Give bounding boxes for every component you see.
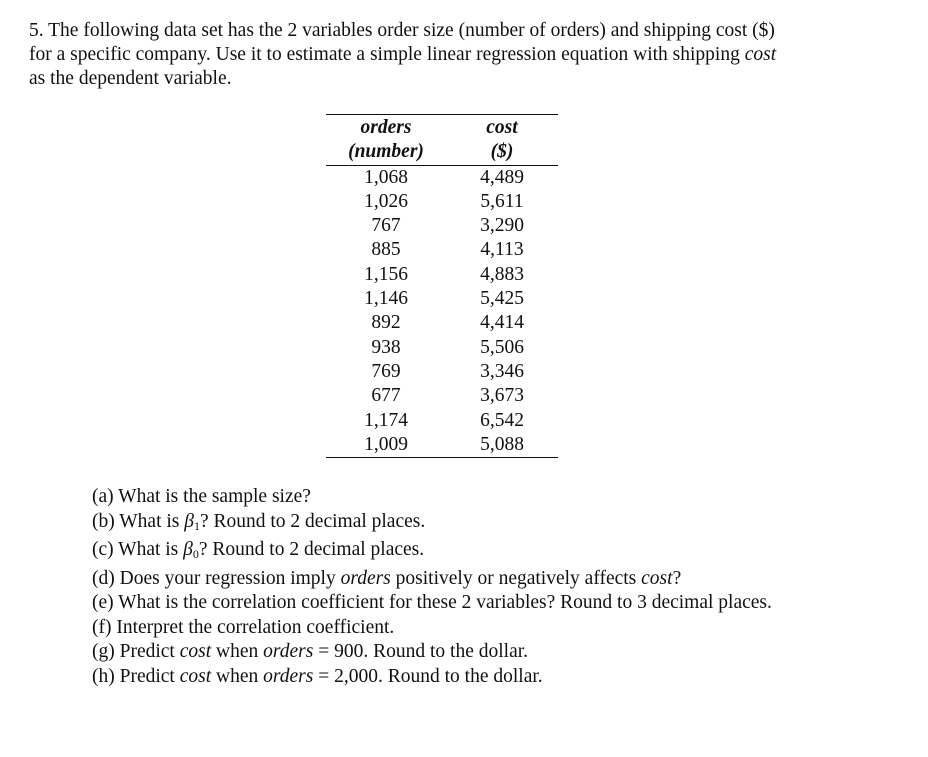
question-h-suffix: = 2,000. Round to the dollar. bbox=[313, 665, 543, 687]
beta-subscript: 0 bbox=[192, 547, 199, 561]
orders-cell: 1,009 bbox=[326, 433, 446, 458]
question-b-suffix: ? Round to 2 decimal places. bbox=[199, 510, 426, 532]
header-cost: cost bbox=[446, 115, 558, 141]
cost-cell: 4,883 bbox=[480, 263, 524, 285]
orders-cell: 677 bbox=[371, 385, 401, 407]
table-row bbox=[326, 287, 558, 311]
question-d-prefix: (d) Does your regression imply bbox=[92, 567, 341, 589]
table-row bbox=[326, 433, 558, 458]
question-c bbox=[92, 538, 912, 567]
question-h bbox=[92, 665, 912, 690]
header-orders: orders bbox=[326, 115, 446, 141]
orders-cell: 1,068 bbox=[364, 166, 408, 188]
question-list bbox=[92, 485, 912, 689]
cost-cell: 3,346 bbox=[480, 360, 524, 382]
problem-statement bbox=[29, 19, 909, 91]
table-row bbox=[326, 238, 558, 262]
orders-cell: 1,174 bbox=[364, 409, 408, 431]
orders-cell: 938 bbox=[371, 336, 401, 358]
orders-cell: 892 bbox=[371, 312, 401, 334]
orders-cell: 885 bbox=[371, 239, 401, 261]
question-c-suffix: ? Round to 2 decimal places. bbox=[198, 539, 425, 560]
header-orders-unit: (number) bbox=[326, 140, 446, 165]
italic-orders: orders bbox=[340, 567, 391, 589]
cost-cell: 5,611 bbox=[480, 190, 524, 212]
table-row bbox=[326, 384, 558, 408]
question-h-mid: when bbox=[211, 665, 264, 687]
table-body bbox=[326, 165, 558, 458]
table-row bbox=[326, 165, 558, 190]
question-g-mid: when bbox=[211, 641, 264, 662]
data-table bbox=[326, 114, 558, 458]
question-e: (e) What is the correlation coefficient for these 2 variables? Round to 3 decimal places. bbox=[92, 592, 772, 613]
intro-line-2-text: for a specific company. Use it to estimate a simple linear regression equation with shipping bbox=[29, 44, 745, 65]
question-f: (f) Interpret the correlation coefficient. bbox=[92, 616, 395, 638]
cost-cell: 4,489 bbox=[480, 166, 524, 188]
table-row bbox=[326, 409, 558, 433]
question-g-prefix: (g) Predict bbox=[92, 641, 180, 662]
question-a: (a) What is the sample size? bbox=[92, 486, 311, 507]
italic-cost: cost bbox=[179, 641, 212, 662]
intro-italic-cost: cost bbox=[744, 44, 777, 65]
table-row bbox=[326, 311, 558, 335]
question-c-prefix: (c) What is bbox=[92, 539, 184, 560]
italic-orders: orders bbox=[263, 665, 314, 687]
table-row bbox=[326, 190, 558, 214]
beta-symbol: β bbox=[183, 539, 193, 560]
beta-subscript: 1 bbox=[193, 518, 200, 533]
cost-cell: 3,673 bbox=[480, 385, 524, 407]
question-d-suffix: ? bbox=[672, 567, 682, 589]
italic-orders: orders bbox=[263, 641, 314, 662]
cost-cell: 5,506 bbox=[480, 336, 524, 358]
table-row bbox=[326, 336, 558, 360]
question-d bbox=[92, 567, 912, 592]
intro-line-2 bbox=[29, 43, 909, 67]
question-g bbox=[92, 640, 912, 665]
orders-cell: 767 bbox=[371, 215, 401, 237]
header-cost-unit: ($) bbox=[446, 140, 558, 165]
cost-cell: 3,290 bbox=[480, 215, 524, 237]
question-b bbox=[92, 510, 912, 539]
question-h-prefix: (h) Predict bbox=[92, 665, 180, 687]
cost-cell: 6,542 bbox=[480, 409, 524, 431]
italic-cost: cost bbox=[179, 665, 212, 687]
orders-cell: 1,156 bbox=[364, 263, 408, 285]
orders-cell: 1,026 bbox=[364, 190, 408, 212]
table-row bbox=[326, 214, 558, 238]
cost-cell: 4,113 bbox=[480, 239, 524, 261]
cost-cell: 5,088 bbox=[446, 433, 558, 458]
table-row bbox=[326, 360, 558, 384]
question-d-mid: positively or negatively affects bbox=[390, 567, 642, 589]
italic-cost: cost bbox=[641, 567, 673, 589]
beta-symbol: β bbox=[184, 510, 194, 532]
intro-line-1: 5. The following data set has the 2 variables order size (number of orders) and shipping cost ($) bbox=[29, 20, 775, 41]
table-row bbox=[326, 263, 558, 287]
orders-cell: 769 bbox=[371, 360, 401, 382]
orders-cell: 1,146 bbox=[364, 288, 408, 310]
intro-line-3: as the dependent variable. bbox=[29, 68, 232, 89]
cost-cell: 4,414 bbox=[480, 312, 524, 334]
question-g-suffix: = 900. Round to the dollar. bbox=[313, 641, 529, 662]
cost-cell: 5,425 bbox=[480, 288, 524, 310]
question-b-prefix: (b) What is bbox=[92, 510, 185, 532]
